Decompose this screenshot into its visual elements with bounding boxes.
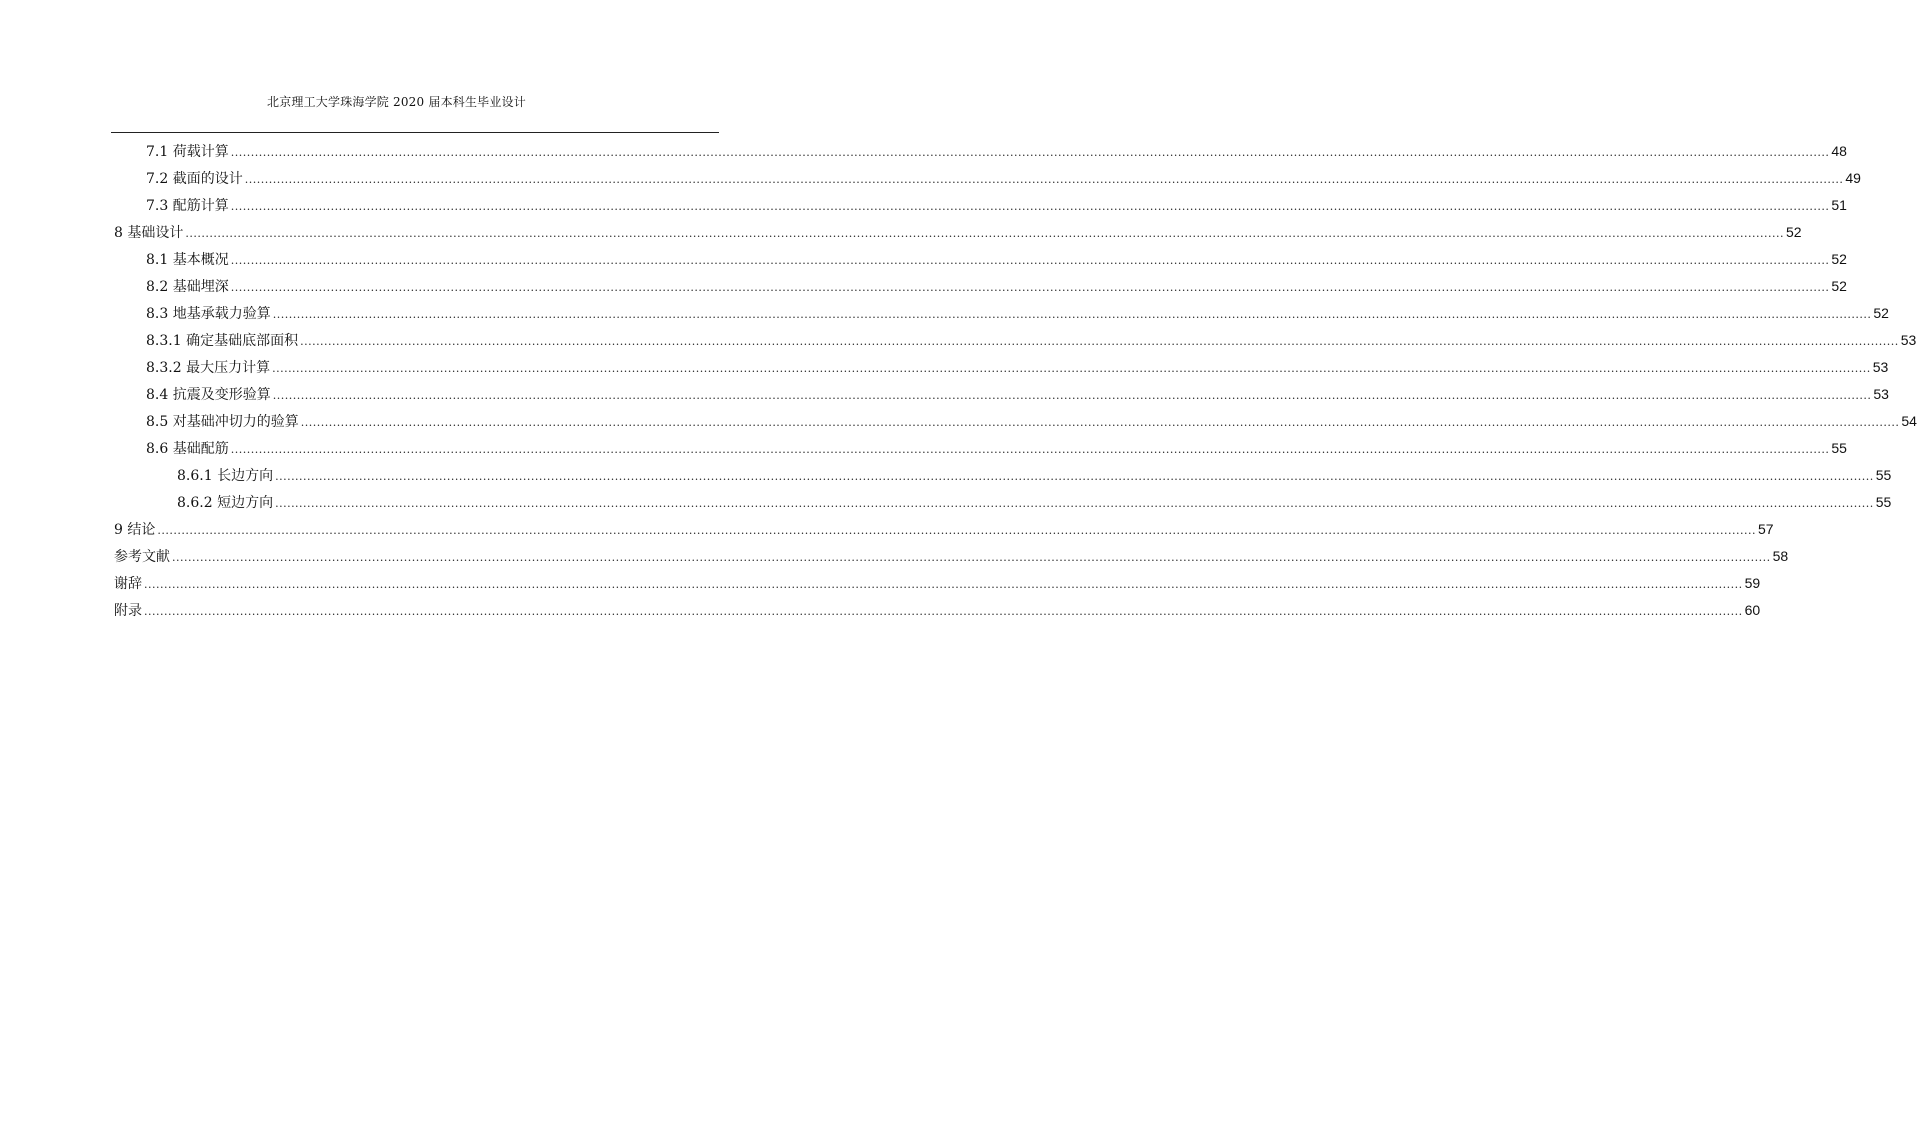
toc-entry-title: 谢辞 [114, 576, 142, 592]
toc-entry-page-number: 54 [1901, 413, 1917, 429]
toc-entry[interactable] [111, 570, 1761, 597]
toc-entry[interactable] [111, 165, 1861, 192]
toc-entry-title: 8.6 基础配筋 [146, 441, 229, 457]
toc-entry[interactable] [111, 408, 1917, 435]
toc-dot-leader: ................................................................................................................................................................................................................................................................................................................................................................................................................ [230, 443, 1830, 456]
toc-entry-page-number: 52 [1786, 224, 1802, 240]
toc-dot-leader: ................................................................................................................................................................................................................................................................................................................................................................................................................ [144, 578, 1743, 591]
toc-entry[interactable] [111, 246, 1847, 273]
toc-entry-title: 参考文献 [114, 549, 170, 565]
toc-entry[interactable] [111, 381, 1889, 408]
table-of-contents [111, 138, 1917, 624]
toc-entry-title: 7.2 截面的设计 [146, 171, 243, 187]
toc-entry-title: 8.3.1 确定基础底部面积 [146, 333, 299, 349]
toc-entry-page-number: 51 [1831, 197, 1847, 213]
toc-entry-page-number: 57 [1758, 521, 1774, 537]
toc-dot-leader: ................................................................................................................................................................................................................................................................................................................................................................................................................ [300, 335, 1899, 348]
toc-entry-title: 8.3.2 最大压力计算 [146, 360, 271, 376]
toc-dot-leader: ................................................................................................................................................................................................................................................................................................................................................................................................................ [272, 362, 1871, 375]
toc-entry-title: 8.5 对基础冲切力的验算 [146, 414, 299, 430]
toc-entry[interactable] [111, 462, 1892, 489]
toc-entry[interactable] [111, 192, 1847, 219]
toc-dot-leader: ................................................................................................................................................................................................................................................................................................................................................................................................................ [244, 173, 1844, 186]
toc-entry[interactable] [111, 327, 1917, 354]
header-divider [111, 132, 719, 133]
toc-entry-page-number: 52 [1873, 305, 1889, 321]
toc-entry-page-number: 52 [1831, 278, 1847, 294]
toc-dot-leader: ................................................................................................................................................................................................................................................................................................................................................................................................................ [275, 470, 1874, 483]
toc-entry[interactable] [111, 300, 1889, 327]
toc-dot-leader: ................................................................................................................................................................................................................................................................................................................................................................................................................ [272, 308, 1872, 321]
toc-entry-title: 8 基础设计 [114, 225, 184, 241]
toc-entry-page-number: 59 [1744, 575, 1761, 591]
toc-dot-leader: ................................................................................................................................................................................................................................................................................................................................................................................................................ [144, 605, 1743, 618]
toc-entry[interactable] [111, 543, 1789, 570]
toc-entry-page-number: 49 [1845, 170, 1861, 186]
page-header: 北京理工大学珠海学院 2020 届本科生毕业设计 [267, 95, 526, 109]
toc-dot-leader: ................................................................................................................................................................................................................................................................................................................................................................................................................ [275, 497, 1874, 510]
toc-dot-leader: ................................................................................................................................................................................................................................................................................................................................................................................................................ [172, 551, 1771, 564]
toc-entry[interactable] [111, 516, 1774, 543]
toc-entry-page-number: 55 [1875, 467, 1892, 483]
toc-dot-leader: ................................................................................................................................................................................................................................................................................................................................................................................................................ [185, 227, 1784, 240]
toc-entry-page-number: 48 [1831, 143, 1847, 159]
toc-entry-page-number: 53 [1900, 332, 1917, 348]
toc-entry-title: 7.1 荷载计算 [146, 144, 229, 160]
toc-entry[interactable] [111, 138, 1847, 165]
toc-entry[interactable] [111, 435, 1847, 462]
toc-entry-title: 8.2 基础埋深 [146, 279, 229, 295]
toc-entry-title: 8.6.1 长边方向 [177, 468, 274, 484]
toc-dot-leader: ................................................................................................................................................................................................................................................................................................................................................................................................................ [230, 281, 1830, 294]
toc-entry[interactable] [111, 597, 1761, 624]
toc-entry-title: 附录 [114, 603, 142, 619]
toc-dot-leader: ................................................................................................................................................................................................................................................................................................................................................................................................................ [230, 146, 1830, 159]
toc-entry-page-number: 55 [1831, 440, 1847, 456]
toc-entry-title: 8.6.2 短边方向 [177, 495, 274, 511]
toc-entry-title: 8.3 地基承载力验算 [146, 306, 271, 322]
toc-dot-leader: ................................................................................................................................................................................................................................................................................................................................................................................................................ [230, 200, 1830, 213]
toc-entry-page-number: 60 [1744, 602, 1761, 618]
toc-entry-title: 9 结论 [114, 522, 156, 538]
toc-entry-title: 7.3 配筋计算 [146, 198, 229, 214]
toc-entry-title: 8.4 抗震及变形验算 [146, 387, 271, 403]
toc-entry-page-number: 58 [1772, 548, 1789, 564]
toc-entry-page-number: 53 [1873, 386, 1889, 402]
toc-entry-page-number: 52 [1831, 251, 1847, 267]
toc-entry-title: 8.1 基本概况 [146, 252, 229, 268]
toc-dot-leader: ................................................................................................................................................................................................................................................................................................................................................................................................................ [272, 389, 1872, 402]
toc-entry[interactable] [111, 489, 1892, 516]
toc-entry[interactable] [111, 273, 1847, 300]
toc-entry[interactable] [111, 354, 1889, 381]
toc-entry-page-number: 53 [1872, 359, 1889, 375]
toc-entry-page-number: 55 [1875, 494, 1892, 510]
toc-dot-leader: ................................................................................................................................................................................................................................................................................................................................................................................................................ [157, 524, 1756, 537]
toc-dot-leader: ................................................................................................................................................................................................................................................................................................................................................................................................................ [300, 416, 1900, 429]
toc-dot-leader: ................................................................................................................................................................................................................................................................................................................................................................................................................ [230, 254, 1830, 267]
toc-entry[interactable] [111, 219, 1802, 246]
